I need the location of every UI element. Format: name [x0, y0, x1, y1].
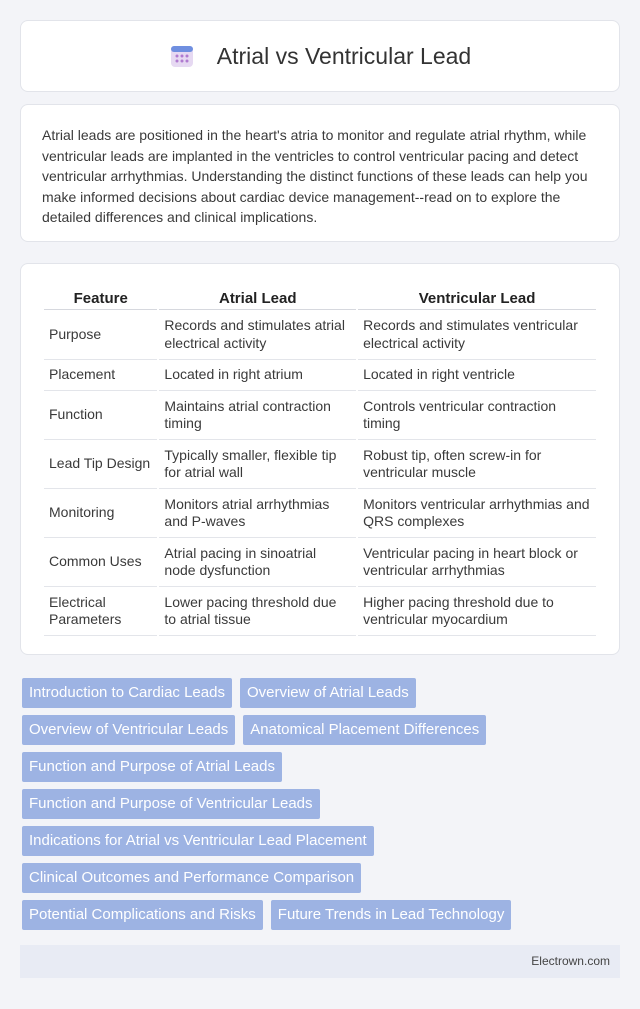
- comparison-table-card: [20, 263, 620, 655]
- header-ventricular-lead: Ventricular Lead: [358, 284, 596, 310]
- cell-atrial: Located in right atrium: [159, 360, 356, 391]
- cell-feature: Purpose: [44, 310, 157, 360]
- table-row: [44, 440, 596, 489]
- table-row: [44, 538, 596, 587]
- cell-ventricular: Higher pacing threshold due to ventricular myocardium: [358, 587, 596, 636]
- cell-ventricular: Located in right ventricle: [358, 360, 596, 391]
- cell-feature: Common Uses: [44, 538, 157, 587]
- intro-text: Atrial leads are positioned in the heart's atria to monitor and regulate atrial rhythm, while ventricular leads are implanted in the ventricles to control ventricular pacing and detect ventricular arrhythmias. Understanding the distinct functions of these leads can help you make informed decisions about cardiac device management--read on to explore the detailed differences and clinical implications.: [42, 127, 588, 225]
- table-row: [44, 360, 596, 391]
- cell-ventricular: Robust tip, often screw-in for ventricular muscle: [358, 440, 596, 489]
- header-feature: Feature: [44, 284, 157, 310]
- table-row: [44, 587, 596, 636]
- cell-atrial: Monitors atrial arrhythmias and P-waves: [159, 489, 356, 538]
- table-row: [44, 310, 596, 360]
- tag-potential-complications-risks[interactable]: Potential Complications and Risks: [22, 900, 263, 930]
- tag-anatomical-placement-differences[interactable]: Anatomical Placement Differences: [243, 715, 486, 745]
- page-title: Atrial vs Ventricular Lead: [216, 42, 472, 69]
- cell-atrial: Typically smaller, flexible tip for atrial wall: [159, 440, 356, 489]
- cell-feature: Lead Tip Design: [44, 440, 157, 489]
- footer: [20, 945, 620, 978]
- header-atrial-lead: Atrial Lead: [159, 284, 356, 310]
- cell-ventricular: Monitors ventricular arrhythmias and QRS complexes: [358, 489, 596, 538]
- comparison-table: [42, 284, 598, 636]
- table-row: [44, 489, 596, 538]
- table-row: [44, 391, 596, 440]
- tag-introduction-to-cardiac-leads[interactable]: Introduction to Cardiac Leads: [22, 678, 232, 708]
- tag-function-purpose-ventricular-leads[interactable]: Function and Purpose of Ventricular Leads: [22, 789, 320, 819]
- calendar-icon: [169, 43, 195, 69]
- cell-feature: Function: [44, 391, 157, 440]
- intro-card: [20, 104, 620, 242]
- cell-atrial: Atrial pacing in sinoatrial node dysfunction: [159, 538, 356, 587]
- cell-ventricular: Records and stimulates ventricular electrical activity: [358, 310, 596, 360]
- cell-feature: Placement: [44, 360, 157, 391]
- cell-atrial: Records and stimulates atrial electrical activity: [159, 310, 356, 360]
- tag-overview-of-ventricular-leads[interactable]: Overview of Ventricular Leads: [22, 715, 235, 745]
- header-card: [20, 20, 620, 92]
- tag-overview-of-atrial-leads[interactable]: Overview of Atrial Leads: [240, 678, 416, 708]
- tag-function-purpose-atrial-leads[interactable]: Function and Purpose of Atrial Leads: [22, 752, 282, 782]
- cell-feature: Monitoring: [44, 489, 157, 538]
- tag-indications-lead-placement[interactable]: Indications for Atrial vs Ventricular Lead Placement: [22, 826, 374, 856]
- footer-site-link[interactable]: Electrown.com: [531, 954, 610, 968]
- tag-clinical-outcomes-comparison[interactable]: Clinical Outcomes and Performance Comparison: [22, 863, 361, 893]
- cell-ventricular: Controls ventricular contraction timing: [358, 391, 596, 440]
- topic-tags: [22, 678, 622, 937]
- cell-feature: Electrical Parameters: [44, 587, 157, 636]
- cell-atrial: Lower pacing threshold due to atrial tissue: [159, 587, 356, 636]
- table-header-row: [44, 284, 596, 310]
- cell-ventricular: Ventricular pacing in heart block or ventricular arrhythmias: [358, 538, 596, 587]
- tag-future-trends-lead-technology[interactable]: Future Trends in Lead Technology: [271, 900, 512, 930]
- cell-atrial: Maintains atrial contraction timing: [159, 391, 356, 440]
